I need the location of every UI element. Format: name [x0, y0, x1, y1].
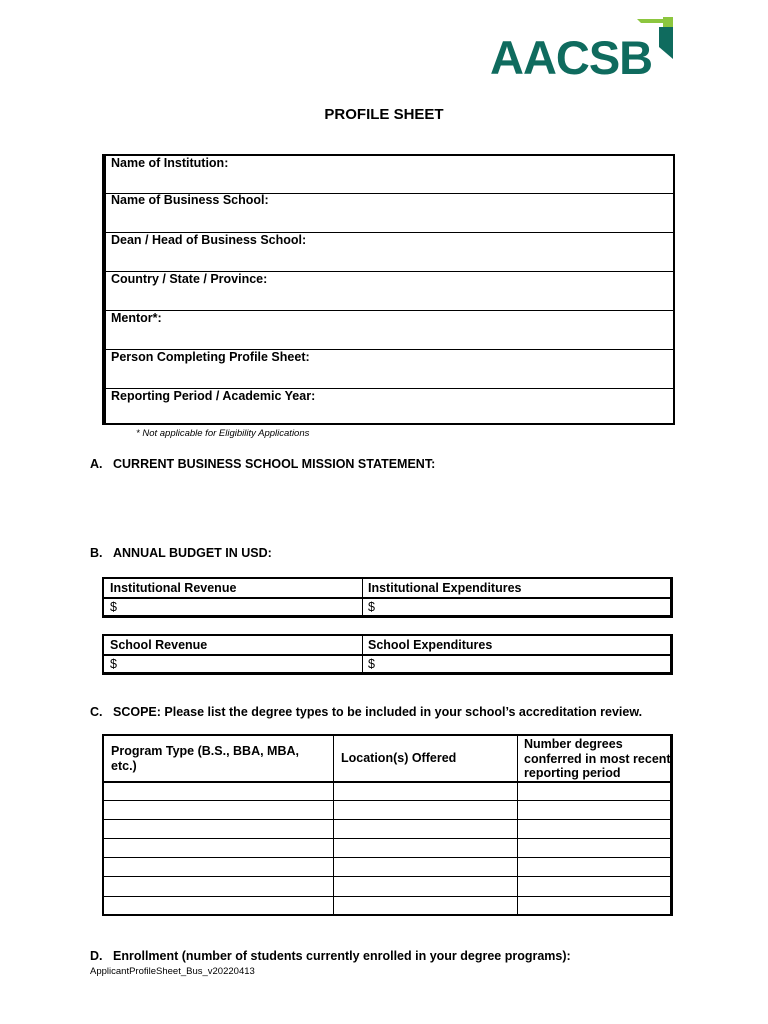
- table-row[interactable]: [104, 857, 670, 858]
- table-row[interactable]: [104, 896, 670, 897]
- school-expenditures-header: School Expenditures: [368, 638, 493, 652]
- program-type-header: Program Type (B.S., BBA, MBA, etc.): [111, 744, 299, 773]
- locations-header: Location(s) Offered: [341, 751, 457, 765]
- school-budget-table: [102, 634, 673, 675]
- section-title: Enrollment (number of students currently enrolled in your degree programs):: [113, 949, 571, 963]
- section-letter: A.: [90, 457, 103, 471]
- school-expenditures-field[interactable]: $: [368, 657, 375, 671]
- degrees-conferred-header: Number degrees conferred in most recent reporting period: [524, 737, 671, 780]
- section-d-heading: [90, 949, 571, 963]
- field-label: Mentor*:: [111, 311, 162, 325]
- section-letter: C.: [90, 705, 103, 719]
- field-label: Reporting Period / Academic Year:: [111, 389, 316, 403]
- institutional-budget-table: [102, 577, 673, 618]
- school-revenue-header: School Revenue: [110, 638, 208, 652]
- school-revenue-field[interactable]: $: [110, 657, 117, 671]
- section-letter: B.: [90, 546, 103, 560]
- reporting-period-row[interactable]: [104, 389, 673, 423]
- page-title: PROFILE SHEET: [324, 106, 444, 123]
- table-row[interactable]: [104, 800, 670, 801]
- footnote: * Not applicable for Eligibility Applications: [136, 428, 310, 439]
- document-footer: ApplicantProfileSheet_Bus_v20220413: [90, 966, 255, 977]
- logo-accent-mark: [633, 17, 673, 61]
- field-label: Name of Institution:: [111, 156, 229, 170]
- country-row[interactable]: [104, 272, 673, 311]
- section-letter: D.: [90, 949, 103, 963]
- table-row[interactable]: [104, 819, 670, 820]
- scope-table: [102, 734, 673, 916]
- table-row[interactable]: [104, 838, 670, 839]
- section-b-heading: [90, 546, 272, 560]
- table-row[interactable]: [104, 876, 670, 877]
- business-school-name-row[interactable]: [104, 194, 673, 233]
- field-label: Country / State / Province:: [111, 272, 268, 286]
- field-label: Name of Business School:: [111, 193, 269, 207]
- aacsb-logo: AACSB: [490, 31, 653, 84]
- section-a-heading: [90, 457, 435, 471]
- section-title: CURRENT BUSINESS SCHOOL MISSION STATEMENT:: [113, 457, 436, 471]
- institutional-revenue-field[interactable]: $: [110, 600, 117, 614]
- field-label: Person Completing Profile Sheet:: [111, 350, 310, 364]
- institutional-expenditures-field[interactable]: $: [368, 600, 375, 614]
- section-title: ANNUAL BUDGET IN USD:: [113, 546, 272, 560]
- institutional-revenue-header: Institutional Revenue: [110, 581, 237, 595]
- person-completing-row[interactable]: [104, 350, 673, 389]
- section-c-heading: [90, 705, 642, 719]
- section-title: SCOPE: Please list the degree types to be included in your school’s accreditation review.: [113, 705, 643, 719]
- dean-row[interactable]: [104, 233, 673, 272]
- field-label: Dean / Head of Business School:: [111, 233, 307, 247]
- institution-name-row[interactable]: [104, 156, 673, 194]
- mentor-row[interactable]: [104, 311, 673, 350]
- institutional-expenditures-header: Institutional Expenditures: [368, 581, 522, 595]
- profile-fields-table: [102, 154, 675, 425]
